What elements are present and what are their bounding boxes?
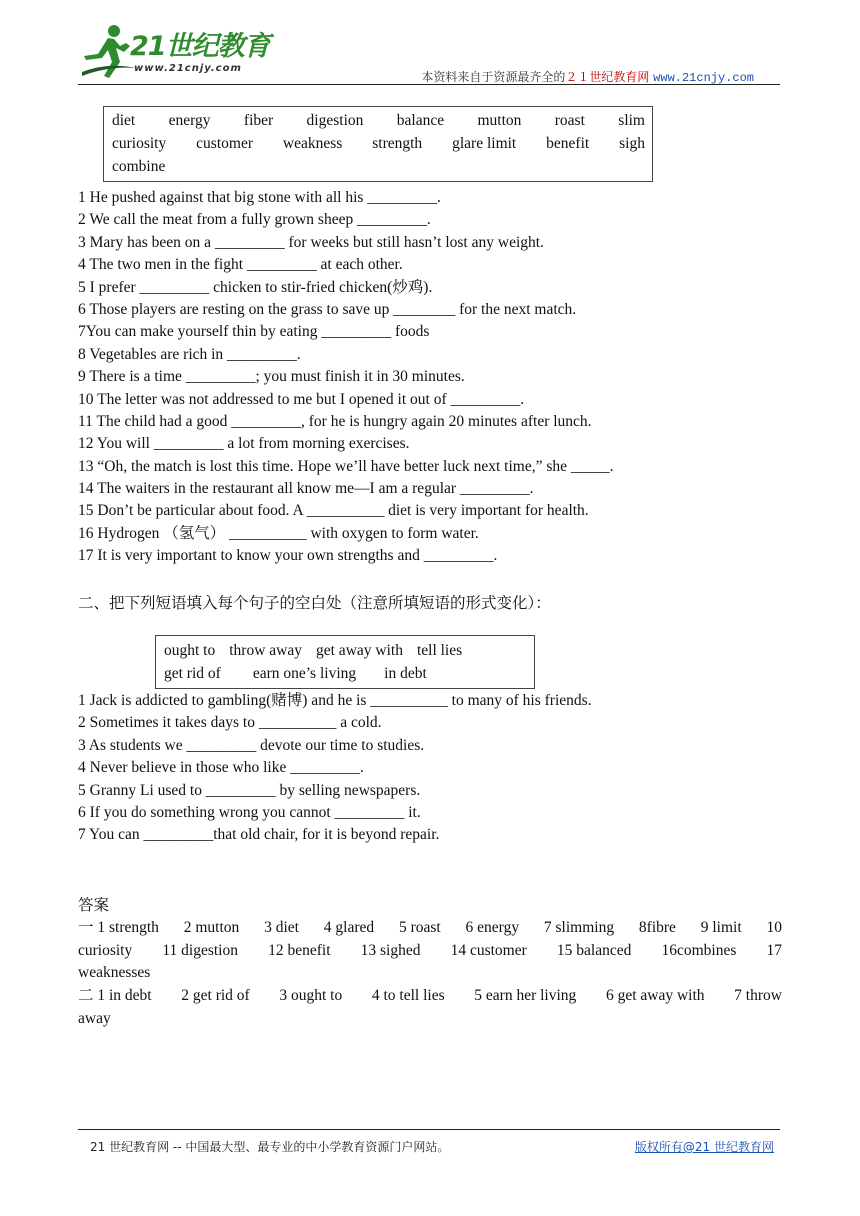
- word-item: combine: [112, 158, 166, 175]
- word-bank-line-3: [112, 155, 645, 178]
- answer-item: weaknesses: [78, 964, 151, 982]
- word-bank-line-1: [112, 109, 645, 132]
- word-bank-line-2: [112, 132, 645, 155]
- phrase-item: earn one’s living: [252, 665, 357, 682]
- exercise-sentence: 6 Those players are resting on the grass to save up ________ for the next match.: [78, 300, 577, 318]
- header-source: [421, 68, 754, 85]
- word-item: digestion: [306, 112, 364, 129]
- answer-item: 7 throw: [734, 987, 782, 1005]
- exercise-sentence: 5 I prefer _________ chicken to stir-fried chicken(炒鸡).: [78, 278, 433, 296]
- answer-title: 答案: [78, 896, 110, 914]
- answer-item: 6 energy: [465, 918, 520, 936]
- answer-item: 13 sighed: [360, 941, 421, 959]
- exercise-sentence: 5 Granny Li used to _________ by selling newspapers.: [78, 781, 421, 799]
- source-site[interactable]: ２１世纪教育网: [565, 70, 650, 84]
- word-item: diet: [112, 112, 136, 129]
- answer-row-2: [78, 940, 782, 963]
- exercise-sentence: 11 The child had a good _________, for he is hungry again 20 minutes after lunch.: [78, 412, 592, 430]
- answer-row-1: [78, 917, 782, 940]
- exercise-sentence: 7 You can _________that old chair, for it is beyond repair.: [78, 826, 440, 844]
- answer-item: 4 to tell lies: [371, 987, 445, 1005]
- source-prefix: 本资料来自于资源最齐全的: [421, 70, 566, 84]
- phrase-item: tell lies: [416, 642, 463, 659]
- answer-item: 3 ought to: [279, 987, 343, 1005]
- header-divider: [78, 84, 780, 85]
- answer-item: 7 slimming: [543, 918, 615, 936]
- exercise-sentence: 3 Mary has been on a _________ for weeks but still hasn’t lost any weight.: [78, 233, 544, 251]
- exercise-sentence: 15 Don’t be particular about food. A __________ diet is very important for health.: [78, 502, 589, 520]
- word-item: balance: [396, 112, 445, 129]
- word-item: mutton: [477, 112, 522, 129]
- phrase-item: in debt: [384, 665, 427, 682]
- phrase-bank-box: [155, 635, 535, 689]
- section2-sentences: [78, 690, 778, 847]
- exercise-sentence: 12 You will _________ a lot from morning exercises.: [78, 435, 410, 453]
- phrase-item: get away with: [316, 642, 403, 659]
- answer-item: curiosity: [78, 941, 133, 959]
- answer-item: 9 limit: [700, 918, 742, 936]
- exercise-sentence: 7You can make yourself thin by eating _________ foods: [78, 323, 430, 341]
- answer-item: 12 benefit: [268, 941, 331, 959]
- footer-text: 21 世纪教育网 -- 中国最大型、最专业的中小学教育资源门户网站。: [90, 1140, 450, 1154]
- answer-item: away: [78, 1009, 111, 1027]
- section2-title: 二、把下列短语填入每个句子的空白处（注意所填短语的形式变化）：: [78, 594, 551, 612]
- exercise-sentence: 4 The two men in the fight _________ at each other.: [78, 256, 403, 274]
- answer-item: 16combines: [661, 941, 737, 959]
- exercise-sentence: 6 If you do something wrong you cannot _________ it.: [78, 803, 421, 821]
- answer-item: 8fibre: [638, 918, 676, 936]
- exercise-sentence: 1 Jack is addicted to gambling(赌博) and he is __________ to many of his friends.: [78, 692, 592, 709]
- word-item: weakness: [282, 135, 343, 152]
- answer-item: 2 get rid of: [181, 987, 250, 1005]
- answer-item: 11 digestion: [162, 941, 238, 959]
- exercise-sentence: 16 Hydrogen （氢气） __________ with oxygen to form water.: [78, 524, 479, 542]
- word-item: customer: [196, 135, 253, 152]
- answer-item: 10: [766, 918, 782, 936]
- answer-item: 14 customer: [450, 941, 527, 959]
- answer-key: [78, 894, 782, 1031]
- exercise-sentence: 3 As students we _________ devote our time to studies.: [78, 736, 425, 754]
- word-item: slim: [618, 112, 645, 129]
- answer-item: 5 earn her living: [474, 987, 577, 1005]
- answer-item: 4 glared: [323, 918, 375, 936]
- exercise-sentence: 17 It is very important to know your own strengths and _________.: [78, 547, 498, 565]
- exercise-sentence: 8 Vegetables are rich in _________.: [78, 345, 301, 363]
- exercise-sentence: 1 He pushed against that big stone with all his _________.: [78, 189, 441, 206]
- word-item: fiber: [243, 112, 274, 129]
- answer-item: 5 roast: [398, 918, 441, 936]
- exercise-sentence: 2 We call the meat from a fully grown sheep _________.: [78, 211, 431, 229]
- phrase-item: get rid of: [164, 665, 221, 682]
- footer-divider: [78, 1129, 780, 1130]
- phrase-item: throw away: [229, 642, 302, 659]
- answer-item: 17: [766, 941, 782, 959]
- word-item: glare limit: [452, 135, 517, 152]
- exercise-sentence: 10 The letter was not addressed to me but I opened it out of _________.: [78, 390, 525, 408]
- word-item: roast: [554, 112, 585, 129]
- exercise-sentence: 4 Never believe in those who like _________.: [78, 759, 364, 777]
- phrase-bank-line-2: [164, 662, 527, 685]
- word-item: energy: [168, 112, 211, 129]
- section1-sentences: [78, 187, 778, 568]
- exercise-sentence: 2 Sometimes it takes days to __________ a cold.: [78, 714, 382, 732]
- phrase-bank-line-1: [164, 639, 527, 662]
- exercise-sentence: 9 There is a time _________; you must finish it in 30 minutes.: [78, 368, 465, 386]
- answer-item: 3 diet: [264, 918, 299, 936]
- source-url[interactable]: www.21cnjy.com: [653, 71, 754, 85]
- word-bank-box: [103, 106, 653, 182]
- answer-item: 一 1 strength: [78, 918, 159, 936]
- runner-logo-icon: [78, 22, 138, 82]
- logo: [78, 22, 288, 82]
- word-item: curiosity: [112, 135, 167, 152]
- answer-item: 二 1 in debt: [78, 987, 152, 1005]
- word-item: benefit: [546, 135, 590, 152]
- exercise-sentence: 14 The waiters in the restaurant all know me—I am a regular _________.: [78, 480, 534, 498]
- answer-row-4: [78, 985, 782, 1008]
- answer-row-5: [78, 1008, 782, 1031]
- word-item: strength: [372, 135, 423, 152]
- exercise-sentence: 13 “Oh, the match is lost this time. Hope we’ll have better luck next time,” she _____.: [78, 457, 614, 475]
- answer-item: 15 balanced: [556, 941, 632, 959]
- logo-text: 21世纪教育: [130, 31, 270, 62]
- answer-row-3: [78, 962, 782, 985]
- page-header: [78, 22, 780, 86]
- answer-item: 6 get away with: [605, 987, 705, 1005]
- phrase-item: ought to: [164, 642, 216, 659]
- copyright-link[interactable]: 版权所有@21 世纪教育网: [634, 1140, 774, 1154]
- logo-url: www.21cnjy.com: [134, 63, 242, 74]
- answer-item: 2 mutton: [183, 918, 240, 936]
- word-item: sigh: [619, 135, 645, 152]
